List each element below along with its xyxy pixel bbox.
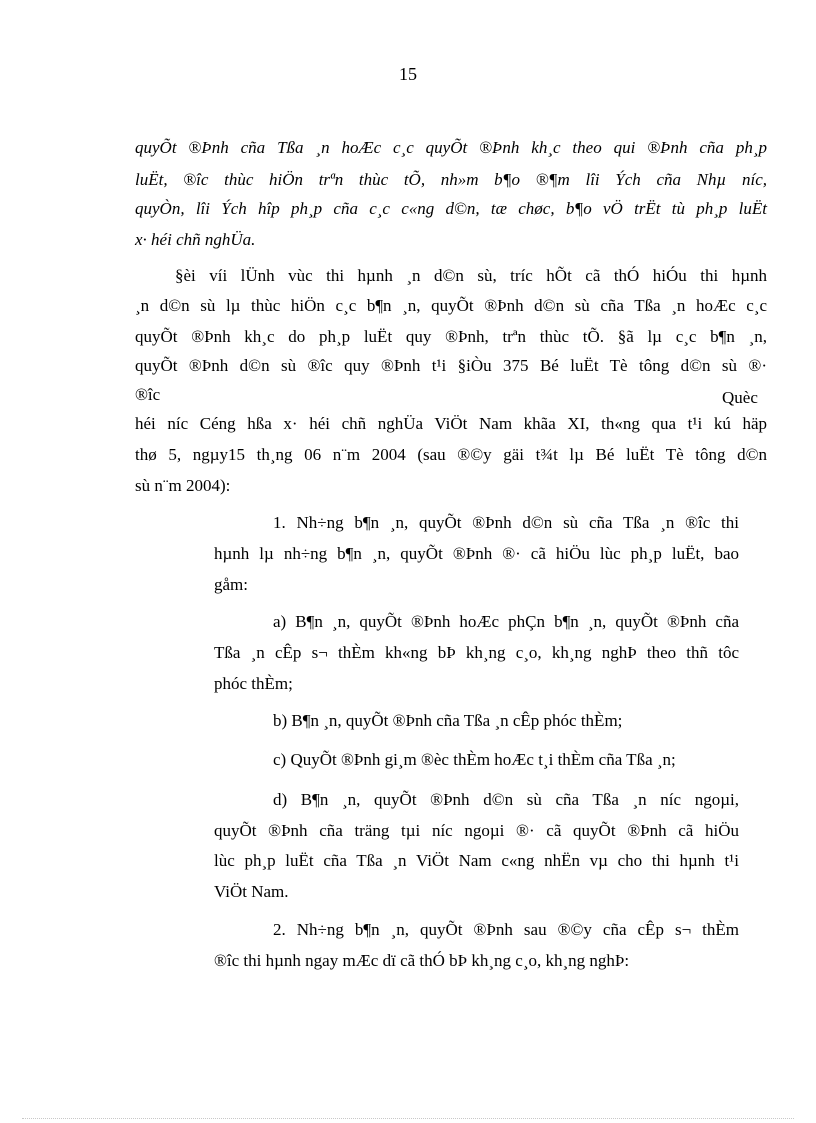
- text-line: a) B¶n ¸n, quyÕt ®Þnh hoÆc phÇn b¶n ¸n, quyÕt ®Þnh cña: [273, 612, 739, 631]
- text-line: sù n¨m 2004):: [135, 476, 231, 495]
- text-line: phóc thÈm;: [214, 674, 293, 693]
- text-line: ®îc: [135, 385, 161, 404]
- text-line: §èi víi lÜnh vùc thi hµnh ¸n d©n sù, tríc hÕt cã thÓ hiÓu thi hµnh: [175, 266, 767, 285]
- text-line: luËt, ®îc thùc hiÖn trªn thùc tÕ, nh»m b¶o ®¶m lîi Ých cña Nhµ níc,: [135, 170, 767, 189]
- text-line: quyÕt ®Þnh d©n sù ®îc quy ®Þnh t¹i §iÒu 375 Bé luËt Tè tông d©n sù ®·: [135, 356, 767, 375]
- text-line: lùc ph¸p luËt cña Tßa ¸n ViÖt Nam c«ng nhËn vµ cho thi hµnh t¹i: [214, 851, 739, 870]
- page-number: 15: [399, 64, 417, 84]
- text-line: quyÕt ®Þnh cña träng tµi níc ngoµi ®· cã quyÕt ®Þnh cã hiÖu: [214, 821, 739, 840]
- text-line: 2. Nh÷ng b¶n ¸n, quyÕt ®Þnh sau ®©y cña cÊp s¬ thÈm: [273, 920, 739, 939]
- text-line: quyÕt ®Þnh cña Tßa ¸n hoÆc c¸c quyÕt ®Þnh kh¸c theo qui ®Þnh cña ph¸p: [135, 138, 767, 157]
- text-line: ViÖt Nam.: [214, 882, 289, 901]
- list-item-1b: b) B¶n ¸n, quyÕt ®Þnh cña Tßa ¸n cÊp phóc thÈm;: [273, 711, 623, 730]
- text-line: gåm:: [214, 575, 248, 594]
- page-bottom-divider: [22, 1118, 794, 1119]
- text-line: ¸n d©n sù lµ thùc hiÖn c¸c b¶n ¸n, quyÕt ®Þnh d©n sù cña Tßa ¸n hoÆc c¸c: [135, 296, 767, 315]
- text-line: quyÒn, lîi Ých hîp ph¸p cña c¸c c«ng d©n, tæ chøc, b¶o vÖ trËt tù ph¸p luËt: [135, 199, 767, 218]
- text-line: Quèc: [722, 388, 758, 407]
- text-line: d) B¶n ¸n, quyÕt ®Þnh d©n sù cña Tßa ¸n níc ngoµi,: [273, 790, 739, 809]
- text-line: héi níc Céng hßa x· héi chñ nghÜa ViÖt Nam khãa XI, th«ng qua t¹i kú häp: [135, 414, 767, 433]
- text-line: Tßa ¸n cÊp s¬ thÈm kh«ng bÞ kh¸ng c¸o, kh¸ng nghÞ theo thñ tôc: [214, 643, 739, 662]
- text-line: 1. Nh÷ng b¶n ¸n, quyÕt ®Þnh d©n sù cña Tßa ¸n ®îc thi: [273, 513, 739, 532]
- text-line: thø 5, ngµy15 th¸ng 06 n¨m 2004 (sau ®©y gäi t¾t lµ Bé luËt Tè tông d©n: [135, 445, 767, 464]
- text-line: ®îc thi hµnh ngay mÆc dï cã thÓ bÞ kh¸ng c¸o, kh¸ng nghÞ:: [214, 951, 630, 970]
- list-item-1c: c) QuyÕt ®Þnh gi¸m ®èc thÈm hoÆc t¸i thÈm cña Tßa ¸n;: [273, 750, 676, 769]
- text-line: hµnh lµ nh÷ng b¶n ¸n, quyÕt ®Þnh ®· cã hiÖu lùc ph¸p luËt, bao: [214, 544, 739, 563]
- text-line: x· héi chñ nghÜa.: [135, 230, 256, 249]
- text-line: quyÕt ®Þnh kh¸c do ph¸p luËt quy ®Þnh, trªn thùc tÕ. §ã lµ c¸c b¶n ¸n,: [135, 327, 767, 346]
